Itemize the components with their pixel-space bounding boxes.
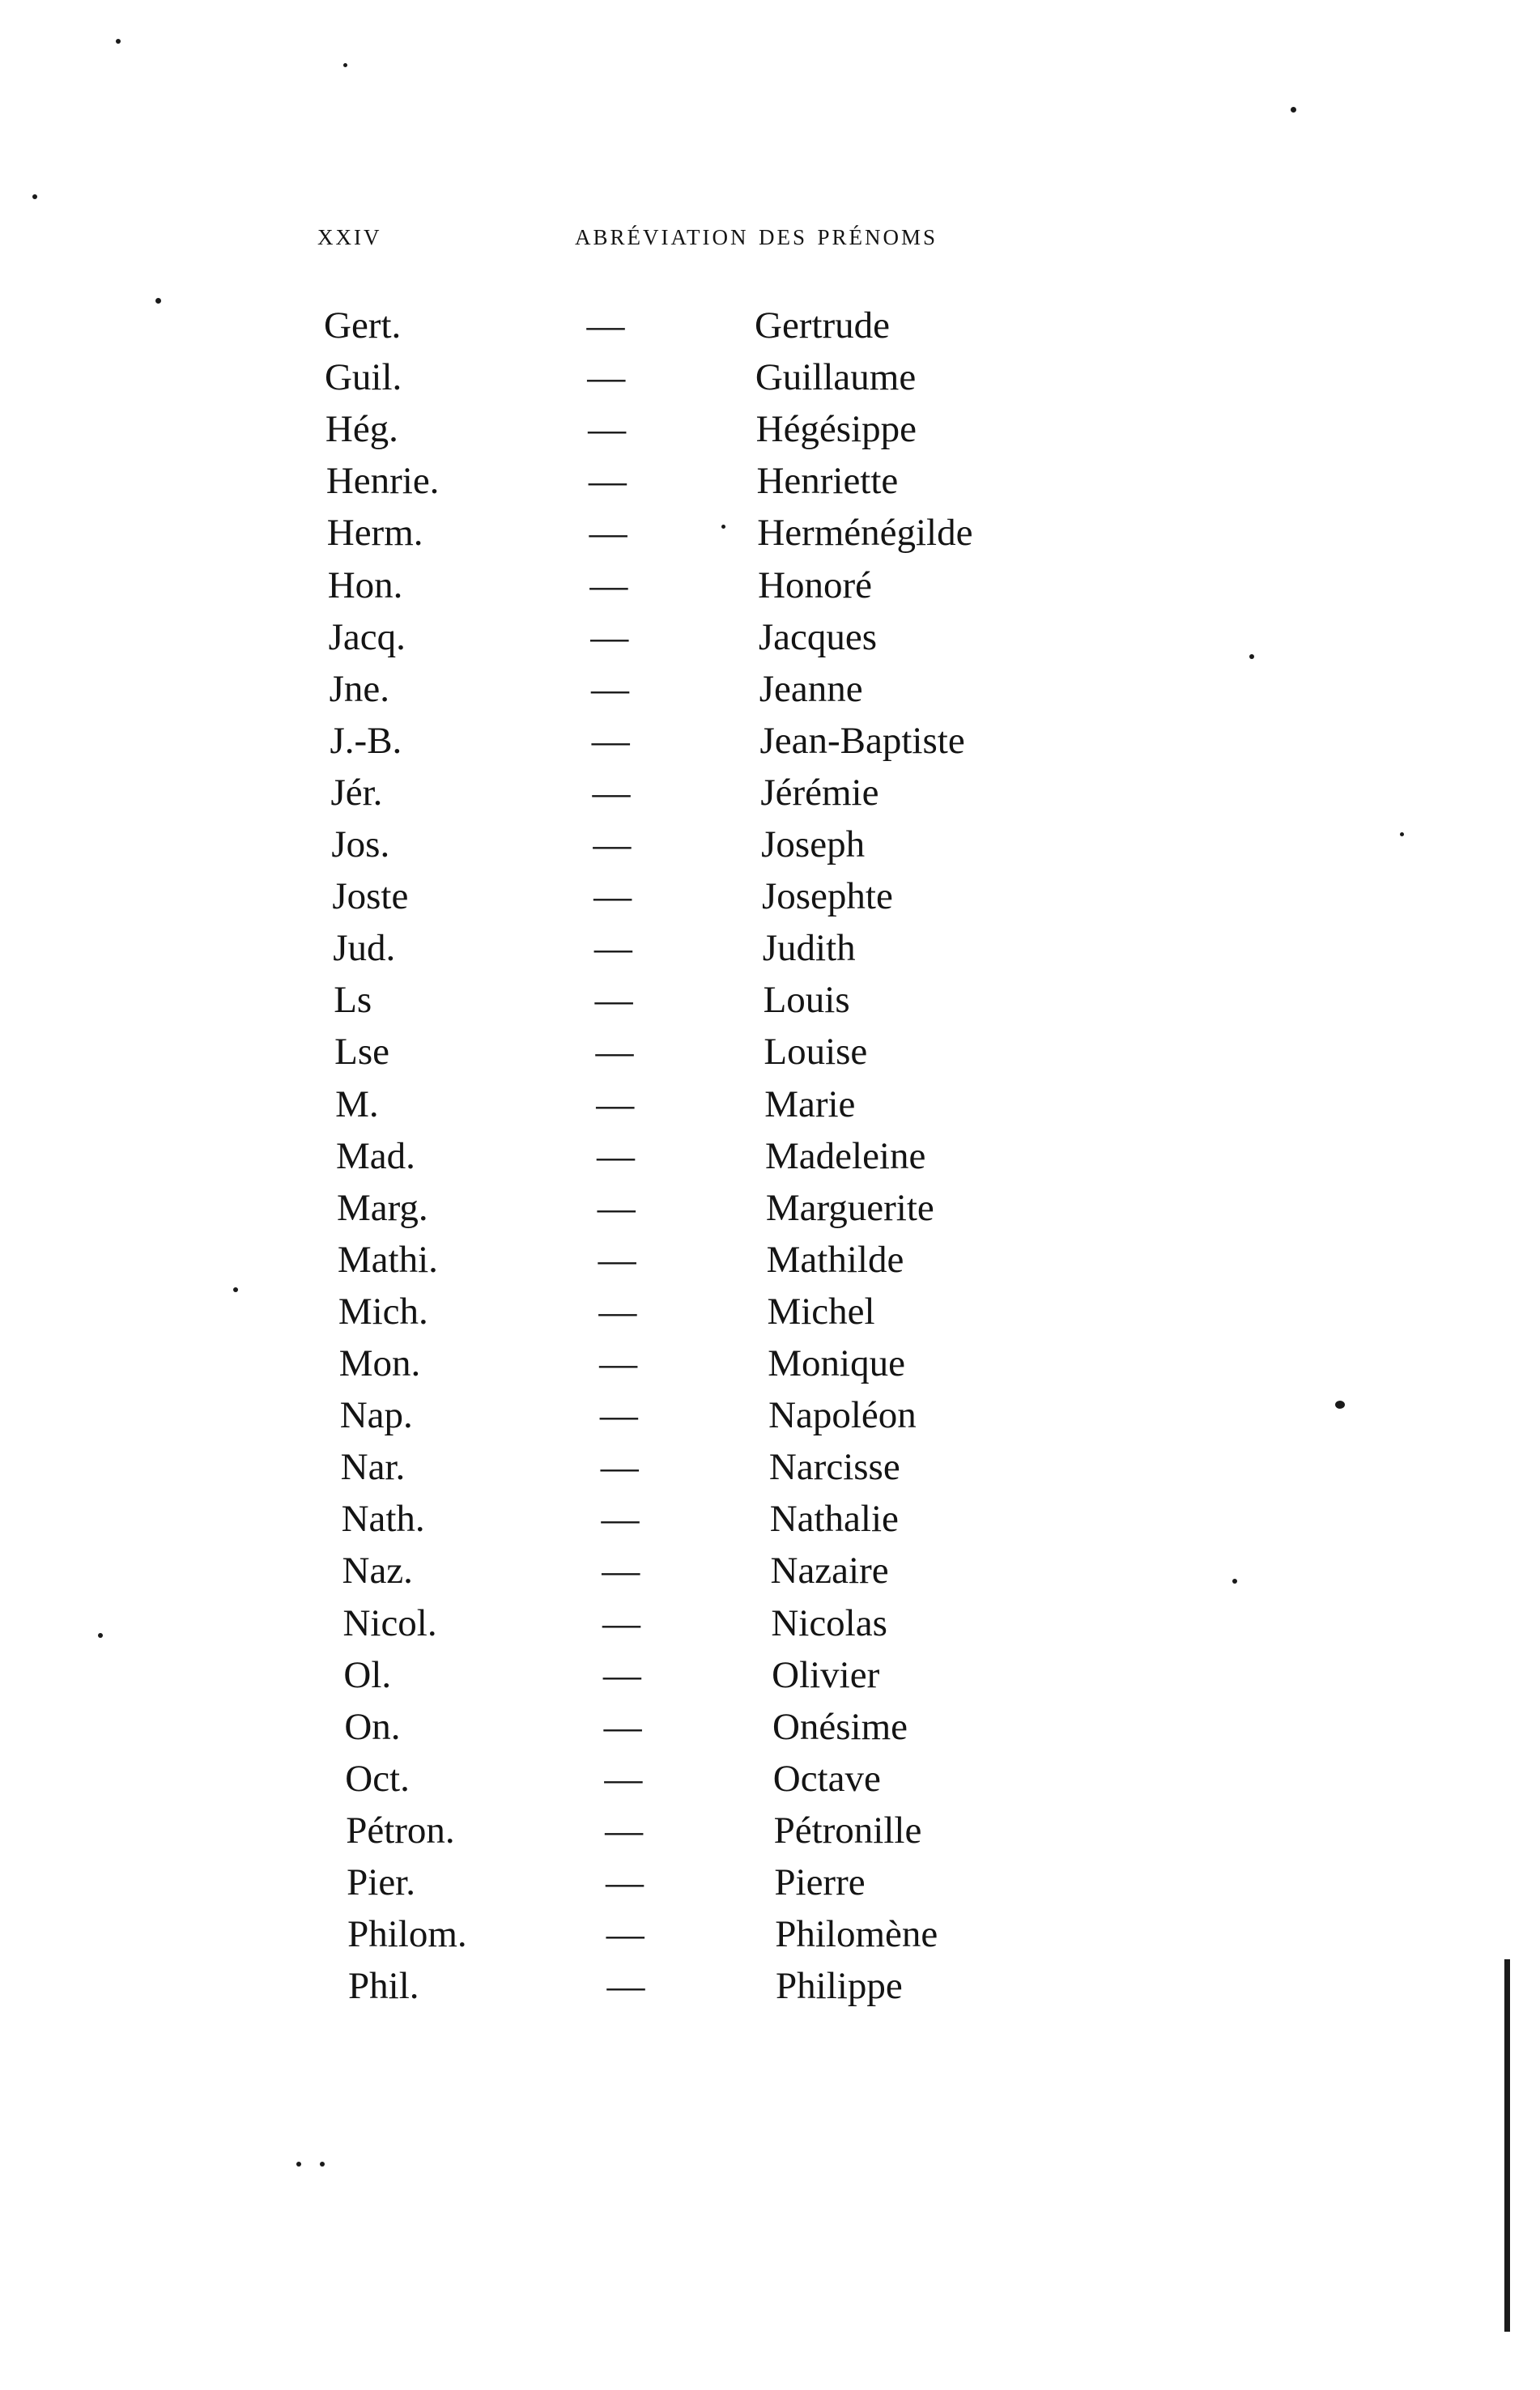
scan-speck	[98, 1633, 103, 1638]
abbreviation: Philom.	[347, 1913, 467, 1956]
full-name: Judith	[762, 927, 856, 970]
abbreviation: Hég.	[325, 408, 398, 451]
full-name: Nathalie	[769, 1498, 899, 1541]
abbreviation: Ls	[334, 979, 372, 1022]
separator-dash: —	[596, 1082, 635, 1125]
list-item	[0, 1908, 1540, 1960]
scan-speck	[116, 39, 121, 44]
separator-dash: —	[589, 512, 627, 555]
full-name: Herménégilde	[757, 512, 973, 555]
scan-speck	[296, 2162, 301, 2167]
abbreviation: Joste	[332, 875, 409, 918]
abbreviation: Mathi.	[337, 1238, 438, 1281]
list-item	[0, 1856, 1540, 1908]
list-item	[0, 1649, 1540, 1701]
abbreviation: Nap.	[339, 1394, 413, 1437]
abbreviation: Nicol.	[342, 1601, 437, 1644]
list-item	[0, 1026, 1540, 1078]
full-name: Pétronille	[773, 1809, 922, 1852]
full-name: Gertrude	[755, 304, 891, 347]
full-name: Jeanne	[759, 667, 863, 710]
separator-dash: —	[605, 1809, 644, 1852]
separator-dash: —	[599, 1394, 638, 1437]
list-item	[0, 1182, 1540, 1234]
scan-speck	[721, 525, 725, 529]
abbreviation: Nath.	[341, 1498, 425, 1541]
scan-speck	[1249, 654, 1254, 659]
scan-speck	[1335, 1401, 1345, 1409]
separator-dash: —	[593, 875, 632, 918]
list-item	[0, 767, 1540, 819]
abbreviation: Ol.	[343, 1653, 392, 1696]
full-name: Nazaire	[770, 1550, 889, 1593]
scan-speck	[233, 1287, 238, 1292]
separator-dash: —	[603, 1705, 642, 1748]
abbreviation: Jér.	[330, 771, 383, 814]
scan-speck	[1291, 107, 1296, 113]
page-number: xxiv	[317, 218, 382, 252]
list-item	[0, 974, 1540, 1026]
full-name: Philippe	[776, 1965, 903, 2008]
list-item	[0, 1805, 1540, 1856]
full-name: Josephte	[761, 875, 893, 918]
separator-dash: —	[601, 1498, 640, 1541]
abbreviation: Herm.	[326, 512, 423, 555]
abbreviation: Phil.	[348, 1965, 419, 2008]
list-item	[0, 300, 1540, 351]
page-title: abréviation des prénoms	[575, 218, 938, 252]
separator-dash: —	[589, 563, 628, 606]
separator-dash: —	[597, 1186, 636, 1229]
full-name: Louis	[763, 979, 850, 1022]
separator-dash: —	[590, 615, 629, 658]
list-item	[0, 403, 1540, 455]
abbreviation: On.	[344, 1705, 401, 1748]
abbreviation: Henrie.	[325, 460, 440, 503]
list-item	[0, 611, 1540, 663]
full-name: Madeleine	[765, 1134, 926, 1177]
list-item	[0, 455, 1540, 507]
full-name: Napoléon	[768, 1394, 917, 1437]
separator-dash: —	[604, 1757, 643, 1800]
separator-dash: —	[593, 927, 632, 970]
abbreviation: Naz.	[342, 1550, 413, 1593]
abbreviation: Pétron.	[346, 1809, 455, 1852]
list-item	[0, 870, 1540, 922]
scan-edge-shadow	[1504, 1959, 1510, 2332]
scan-speck	[343, 63, 347, 67]
abbreviation: Lse	[334, 1031, 389, 1074]
list-item	[0, 1234, 1540, 1286]
separator-dash: —	[598, 1290, 637, 1333]
list-item	[0, 1597, 1540, 1649]
separator-dash: —	[605, 1861, 644, 1903]
list-item	[0, 1753, 1540, 1805]
full-name: Marguerite	[765, 1186, 934, 1229]
full-name: Monique	[768, 1342, 905, 1384]
separator-dash: —	[595, 1031, 634, 1074]
abbreviation: Jne.	[329, 667, 389, 710]
full-name: Olivier	[772, 1653, 880, 1696]
full-name: Marie	[764, 1082, 856, 1125]
abbreviation: Oct.	[345, 1757, 410, 1800]
abbreviation: M.	[335, 1082, 379, 1125]
abbreviation: Hon.	[327, 563, 403, 606]
separator-dash: —	[590, 667, 629, 710]
separator-dash: —	[602, 1653, 641, 1696]
full-name: Louise	[764, 1031, 868, 1074]
full-name: Octave	[772, 1757, 881, 1800]
list-item	[0, 715, 1540, 767]
scan-speck	[32, 194, 37, 199]
abbreviation: Pier.	[347, 1861, 415, 1903]
abbreviation: Mon.	[338, 1342, 421, 1384]
abbreviation: Mad.	[336, 1134, 415, 1177]
abbreviation: Jos.	[331, 823, 390, 865]
abbreviation: Jud.	[333, 927, 396, 970]
separator-dash: —	[592, 771, 631, 814]
abbreviation: Marg.	[336, 1186, 428, 1229]
list-item	[0, 663, 1540, 715]
full-name: Guillaume	[755, 356, 917, 399]
list-item	[0, 351, 1540, 403]
separator-dash: —	[598, 1238, 636, 1281]
separator-dash: —	[594, 979, 633, 1022]
separator-dash: —	[593, 823, 632, 865]
list-item	[0, 1337, 1540, 1389]
full-name: Mathilde	[766, 1238, 904, 1281]
full-name: Michel	[767, 1290, 875, 1333]
separator-dash: —	[606, 1913, 645, 1956]
list-item	[0, 819, 1540, 870]
abbreviation: J.-B.	[330, 719, 402, 762]
abbreviation: Jacq.	[328, 615, 406, 658]
scan-speck	[155, 298, 161, 304]
separator-dash: —	[600, 1446, 639, 1489]
separator-dash: —	[587, 356, 626, 399]
separator-dash: —	[602, 1601, 641, 1644]
separator-dash: —	[586, 304, 625, 347]
list-item	[0, 1078, 1540, 1130]
separator-dash: —	[591, 719, 630, 762]
separator-dash: —	[599, 1342, 638, 1384]
list-item	[0, 1701, 1540, 1753]
full-name: Jacques	[758, 615, 878, 658]
separator-dash: —	[588, 408, 627, 451]
full-name: Narcisse	[768, 1446, 900, 1489]
full-name: Pierre	[774, 1861, 866, 1903]
full-name: Joseph	[761, 823, 866, 865]
full-name: Philomène	[775, 1913, 938, 1956]
scan-speck	[1232, 1579, 1237, 1584]
scan-speck	[320, 2162, 325, 2167]
list-item	[0, 1960, 1540, 2012]
list-item	[0, 1130, 1540, 1182]
list-item	[0, 559, 1540, 611]
scan-speck	[1400, 832, 1404, 836]
full-name: Onésime	[772, 1705, 908, 1748]
full-name: Henriette	[756, 460, 899, 503]
abbreviation: Mich.	[338, 1290, 428, 1333]
list-item	[0, 1441, 1540, 1493]
list-item	[0, 507, 1540, 559]
separator-dash: —	[606, 1965, 645, 2008]
full-name: Honoré	[758, 563, 873, 606]
abbreviation: Nar.	[340, 1446, 406, 1489]
abbreviation: Gert.	[324, 304, 402, 347]
list-item	[0, 1545, 1540, 1597]
full-name: Jérémie	[760, 771, 879, 814]
full-name: Jean-Baptiste	[759, 719, 965, 762]
full-name: Nicolas	[771, 1601, 887, 1644]
list-item	[0, 922, 1540, 974]
separator-dash: —	[588, 460, 627, 503]
list-item	[0, 1286, 1540, 1337]
separator-dash: —	[602, 1550, 640, 1593]
abbreviation: Guil.	[324, 356, 402, 399]
full-name: Hégésippe	[755, 408, 917, 451]
list-item	[0, 1493, 1540, 1545]
list-item	[0, 1389, 1540, 1441]
separator-dash: —	[597, 1134, 635, 1177]
